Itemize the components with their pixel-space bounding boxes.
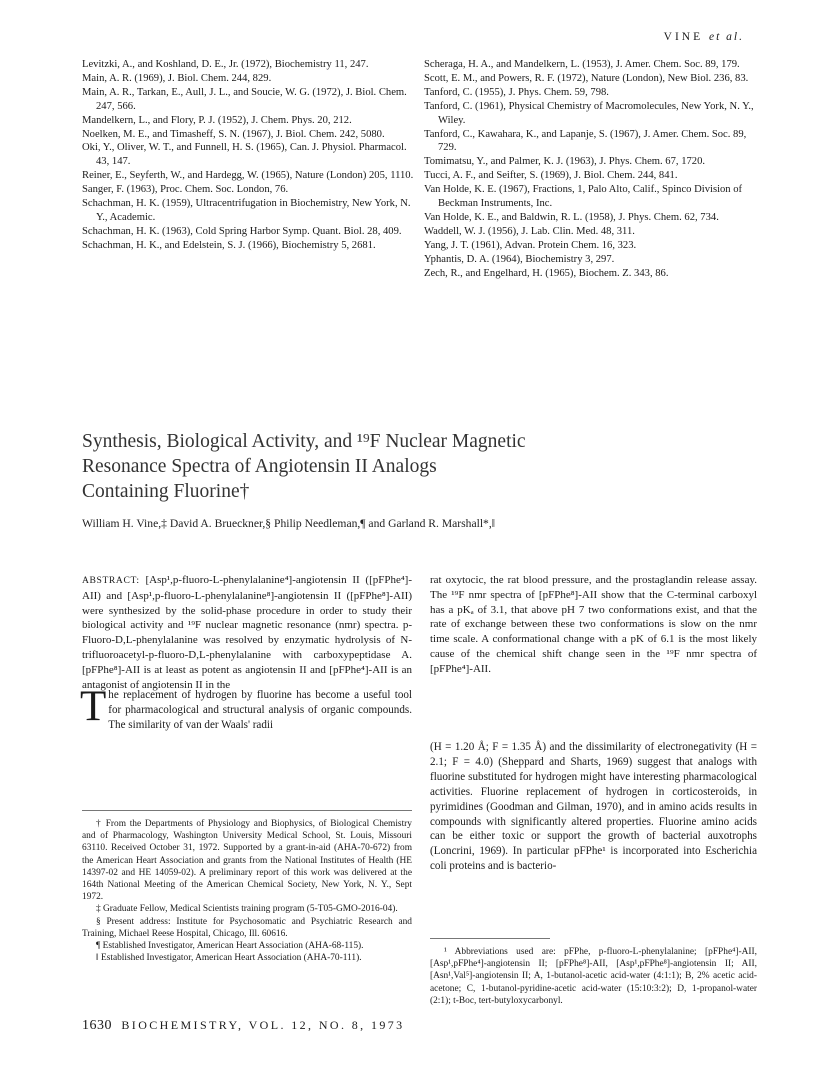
title-line: Containing Fluorine† bbox=[82, 481, 250, 502]
reference-entry: Main, A. R., Tarkan, E., Aull, J. L., and Soucie, W. G. (1972), J. Biol. Chem. 247, 566. bbox=[82, 86, 407, 112]
references-right-column bbox=[424, 58, 761, 281]
reference-entry: Tanford, C. (1961), Physical Chemistry of Macromolecules, New York, N. Y., Wiley. bbox=[424, 100, 754, 126]
drop-cap: T bbox=[80, 683, 107, 730]
body-paragraph: he replacement of hydrogen by fluorine has become a useful tool for pharmacological and structural analysis of organic compounds. The similarity of van der Waals' radii bbox=[108, 689, 412, 731]
reference-entry: Schachman, H. K., and Edelstein, S. J. (1966), Biochemistry 5, 2681. bbox=[82, 239, 376, 251]
reference-entry: Waddell, W. J. (1956), J. Lab. Clin. Med. 48, 311. bbox=[424, 225, 635, 237]
reference-entry: Yphantis, D. A. (1964), Biochemistry 3, 297. bbox=[424, 253, 615, 265]
abstract-text-left: [Asp¹,p-fluoro-L-phenylalanine⁴]-angiotensin II ([pFPhe⁴]-AII) and [Asp¹,p-fluoro-L-phenylalanine⁸]-angiotensin II ([pFPhe⁸]-AII) were synthesized by the solid-phase procedure in order to study their biological activity and ¹⁹F nuclear magnetic resonance (nmr) spectra. p-Fluoro-D,L-phenylalanine was resolved by enzymatic hydrolysis of N-trifluoroacetyl-p-fluoro-D,L-phenylalanine with carboxypeptidase A. [pFPhe⁸]-AII is at least as potent as angiotensin II and [pFPhe⁴]-AII is an antagonist of angiotensin II in the bbox=[82, 574, 413, 691]
footnotes-left bbox=[82, 818, 412, 964]
reference-entry: Sanger, F. (1963), Proc. Chem. Soc. London, 76. bbox=[82, 184, 289, 196]
reference-entry: Tomimatsu, Y., and Palmer, K. J. (1963), J. Phys. Chem. 67, 1720. bbox=[424, 156, 706, 168]
article-title bbox=[82, 429, 526, 504]
title-line: Synthesis, Biological Activity, and ¹⁹F Nuclear Magnetic bbox=[82, 431, 526, 452]
footnote: § Present address: Institute for Psychosomatic and Psychiatric Research and Training, Michael Reese Hospital, Chicago, Ill. 60616. bbox=[82, 916, 412, 939]
reference-entry: Tanford, C. (1955), J. Phys. Chem. 59, 798. bbox=[424, 86, 609, 98]
running-head-author: VINE bbox=[663, 31, 704, 43]
reference-entry: Scheraga, H. A., and Mandelkern, L. (1953), J. Amer. Chem. Soc. 89, 179. bbox=[424, 59, 740, 70]
abstract-right: rat oxytocic, the rat blood pressure, and the prostaglandin release assay. The ¹⁹F nmr spectra of [pFPhe⁸]-AII show that the C-terminal carboxyl has a pKₐ of 3.1, that above pH 7 two conformations exist, and that the rate of exchange between these two conformations is slow on the nmr time scale. A conformational change with a pK of 6.1 is the most likely cause of the chemical shift change seen in the ¹⁹F nmr spectra of [pFPhe⁴]-AII. bbox=[430, 574, 757, 675]
abstract-left bbox=[82, 573, 412, 692]
reference-entry: Noelken, M. E., and Timasheff, S. N. (1967), J. Biol. Chem. 242, 5080. bbox=[82, 128, 385, 140]
reference-entry: Main, A. R. (1969), J. Biol. Chem. 244, 829. bbox=[82, 72, 272, 84]
reference-entry: Schachman, H. K. (1963), Cold Spring Harbor Symp. Quant. Biol. 28, 409. bbox=[82, 225, 402, 237]
journal-citation: BIOCHEMISTRY, VOL. 12, NO. 8, 1973 bbox=[121, 1018, 405, 1032]
reference-entry: Tanford, C., Kawahara, K., and Lapanje, S. (1967), J. Amer. Chem. Soc. 89, 729. bbox=[424, 128, 747, 154]
footnote: ¶ Established Investigator, American Heart Association (AHA-68-115). bbox=[96, 941, 364, 952]
reference-entry: Oki, Y., Oliver, W. T., and Funnell, H. S. (1965), Can. J. Physiol. Pharmacol. 43, 147. bbox=[82, 142, 407, 168]
reference-entry: Van Holde, K. E. (1967), Fractions, 1, Palo Alto, Calif., Spinco Division of Beckman Instruments, Inc. bbox=[424, 184, 743, 210]
reference-entry: Zech, R., and Engelhard, H. (1965), Biochem. Z. 343, 86. bbox=[424, 267, 669, 279]
body-text-left bbox=[80, 683, 412, 733]
body-text-right: (H = 1.20 Å; F = 1.35 Å) and the dissimilarity of electronegativity (H = 2.1; F = 4.0) (Sheppard and Sharts, 1969) suggest that analogs with fluorine substituted for hydrogen might have interesting pharmacological activities. Fluorine replacement of hydrogen in corticosteroids, in pyrimidines (Goodman and Gilman, 1970), and in amino acids results in compounds with significantly altered properties. Fluorine amino acids can be either toxic or support the growth of bacterial auxotrophs (Loncrini, 1969). In particular pFPhe¹ is incorporated into Escherichia coli proteins and is bacterio- bbox=[430, 741, 757, 873]
reference-entry: Levitzki, A., and Koshland, D. E., Jr. (1972), Biochemistry 11, 247. bbox=[82, 59, 369, 70]
reference-entry: Scott, E. M., and Powers, R. F. (1972), Nature (London), New Biol. 236, 83. bbox=[424, 72, 749, 84]
footnote: † From the Departments of Physiology and Biophysics, of Biological Chemistry and of Pharmacology, Washington University Medical School, St. Louis, Missouri 63110. Received October 31, 1972. Supported by a grant-in-aid (AHA-70-672) from the American Heart Association and grants from the National Institutes of Health (HE 14397-02 and HE 14059-02). A preliminary report of this work was delivered at the 164th National Meeting of the American Chemical Society, New York, N. Y., Sept 1972. bbox=[82, 819, 412, 903]
title-line: Resonance Spectra of Angiotensin II Analogs bbox=[82, 456, 437, 477]
running-head bbox=[664, 31, 744, 43]
reference-entry: Mandelkern, L., and Flory, P. J. (1952), J. Chem. Phys. 20, 212. bbox=[82, 114, 352, 126]
reference-entry: Yang, J. T. (1961), Advan. Protein Chem. 16, 323. bbox=[424, 239, 637, 251]
footnote: ‡ Graduate Fellow, Medical Scientists training program (5-T05-GMO-2016-04). bbox=[96, 904, 398, 915]
abstract-label: ABSTRACT: bbox=[82, 575, 140, 586]
footnote: ‖ Established Investigator, American Heart Association (AHA-70-111). bbox=[96, 953, 362, 964]
reference-entry: Tucci, A. F., and Seifter, S. (1969), J. Biol. Chem. 244, 841. bbox=[424, 170, 678, 182]
references-left-column bbox=[82, 58, 419, 253]
page-number: 1630 bbox=[82, 1018, 112, 1033]
reference-entry: Schachman, H. K. (1959), Ultracentrifugation in Biochemistry, New York, N. Y., Academic. bbox=[82, 198, 411, 223]
reference-entry: Van Holde, K. E., and Baldwin, R. L. (1958), J. Phys. Chem. 62, 734. bbox=[424, 211, 719, 223]
running-head-etal: et al. bbox=[709, 31, 744, 43]
footnotes-right bbox=[430, 946, 757, 1007]
footnote: ¹ Abbreviations used are: pFPhe, p-fluoro-L-phenylalanine; [pFPhe⁴]-AII, [Asp¹,pFPhe⁴]-angiotensin II; [pFPhe⁸]-AII, [Asp¹,pFPhe⁸]-angiotensin II; AII, [Asn¹,Val⁵]-angiotensin II; A, 1-butanol-acetic acid-water (4:1:1); B, 2% acetic acid-acetone; C, 1-butanol-pyridine-acetic acid-water (15:10:3:2); D, 1-propanol-water (2:1); t-Boc, tert-butyloxycarbonyl. bbox=[430, 947, 757, 1006]
reference-entry: Reiner, E., Seyferth, W., and Hardegg, W. (1965), Nature (London) 205, 1110. bbox=[82, 170, 414, 182]
footnote-divider-left bbox=[82, 810, 412, 811]
footnote-divider-right bbox=[430, 938, 550, 939]
author-list: William H. Vine,‡ David A. Brueckner,§ Philip Needleman,¶ and Garland R. Marshall*,‖ bbox=[82, 517, 496, 530]
page-footer bbox=[82, 1018, 405, 1034]
